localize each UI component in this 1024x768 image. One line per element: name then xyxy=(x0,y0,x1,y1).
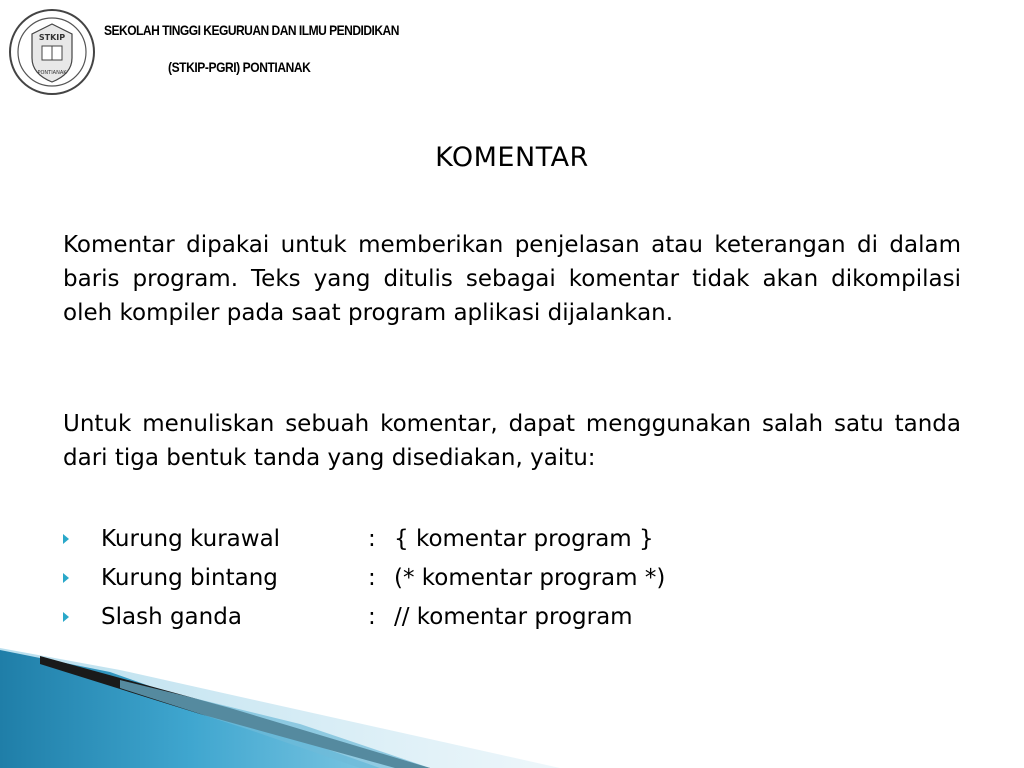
bullet-colon: : xyxy=(368,604,376,630)
bullet-label: Kurung kurawal xyxy=(101,526,281,552)
logo-city: PONTIANAK xyxy=(37,70,67,76)
paragraph-usage: Untuk menuliskan sebuah komentar, dapat menggunakan salah satu tanda dari tiga bentuk tanda yang disediakan, yaitu: xyxy=(63,411,961,471)
decorative-wave xyxy=(0,640,1024,768)
institution-short-name: (STKIP-PGRI) PONTIANAK xyxy=(168,59,311,75)
bullet-value: (* komentar program *) xyxy=(394,565,666,591)
bullet-colon: : xyxy=(368,565,376,591)
triangle-right-icon xyxy=(63,534,69,544)
bullet-value: // komentar program xyxy=(394,604,633,630)
slide-title: KOMENTAR xyxy=(435,142,589,173)
bullet-value: { komentar program } xyxy=(394,526,654,552)
logo-text: STKIP xyxy=(38,33,66,42)
comment-types-list xyxy=(63,520,823,637)
list-item xyxy=(63,598,823,637)
triangle-right-icon xyxy=(63,573,69,583)
bullet-colon: : xyxy=(368,526,376,552)
bullet-label: Kurung bintang xyxy=(101,565,278,591)
institution-name: SEKOLAH TINGGI KEGURUAN DAN ILMU PENDIDIKAN xyxy=(104,22,399,38)
paragraph-definition: Komentar dipakai untuk memberikan penjelasan atau keterangan di dalam baris program. Teks yang ditulis sebagai komentar tidak akan dikompilasi oleh kompiler pada saat program aplikasi dijalankan. xyxy=(63,232,961,326)
triangle-right-icon xyxy=(63,612,69,622)
bullet-label: Slash ganda xyxy=(101,604,242,630)
list-item xyxy=(63,559,823,598)
institution-logo xyxy=(8,8,96,96)
list-item xyxy=(63,520,823,559)
